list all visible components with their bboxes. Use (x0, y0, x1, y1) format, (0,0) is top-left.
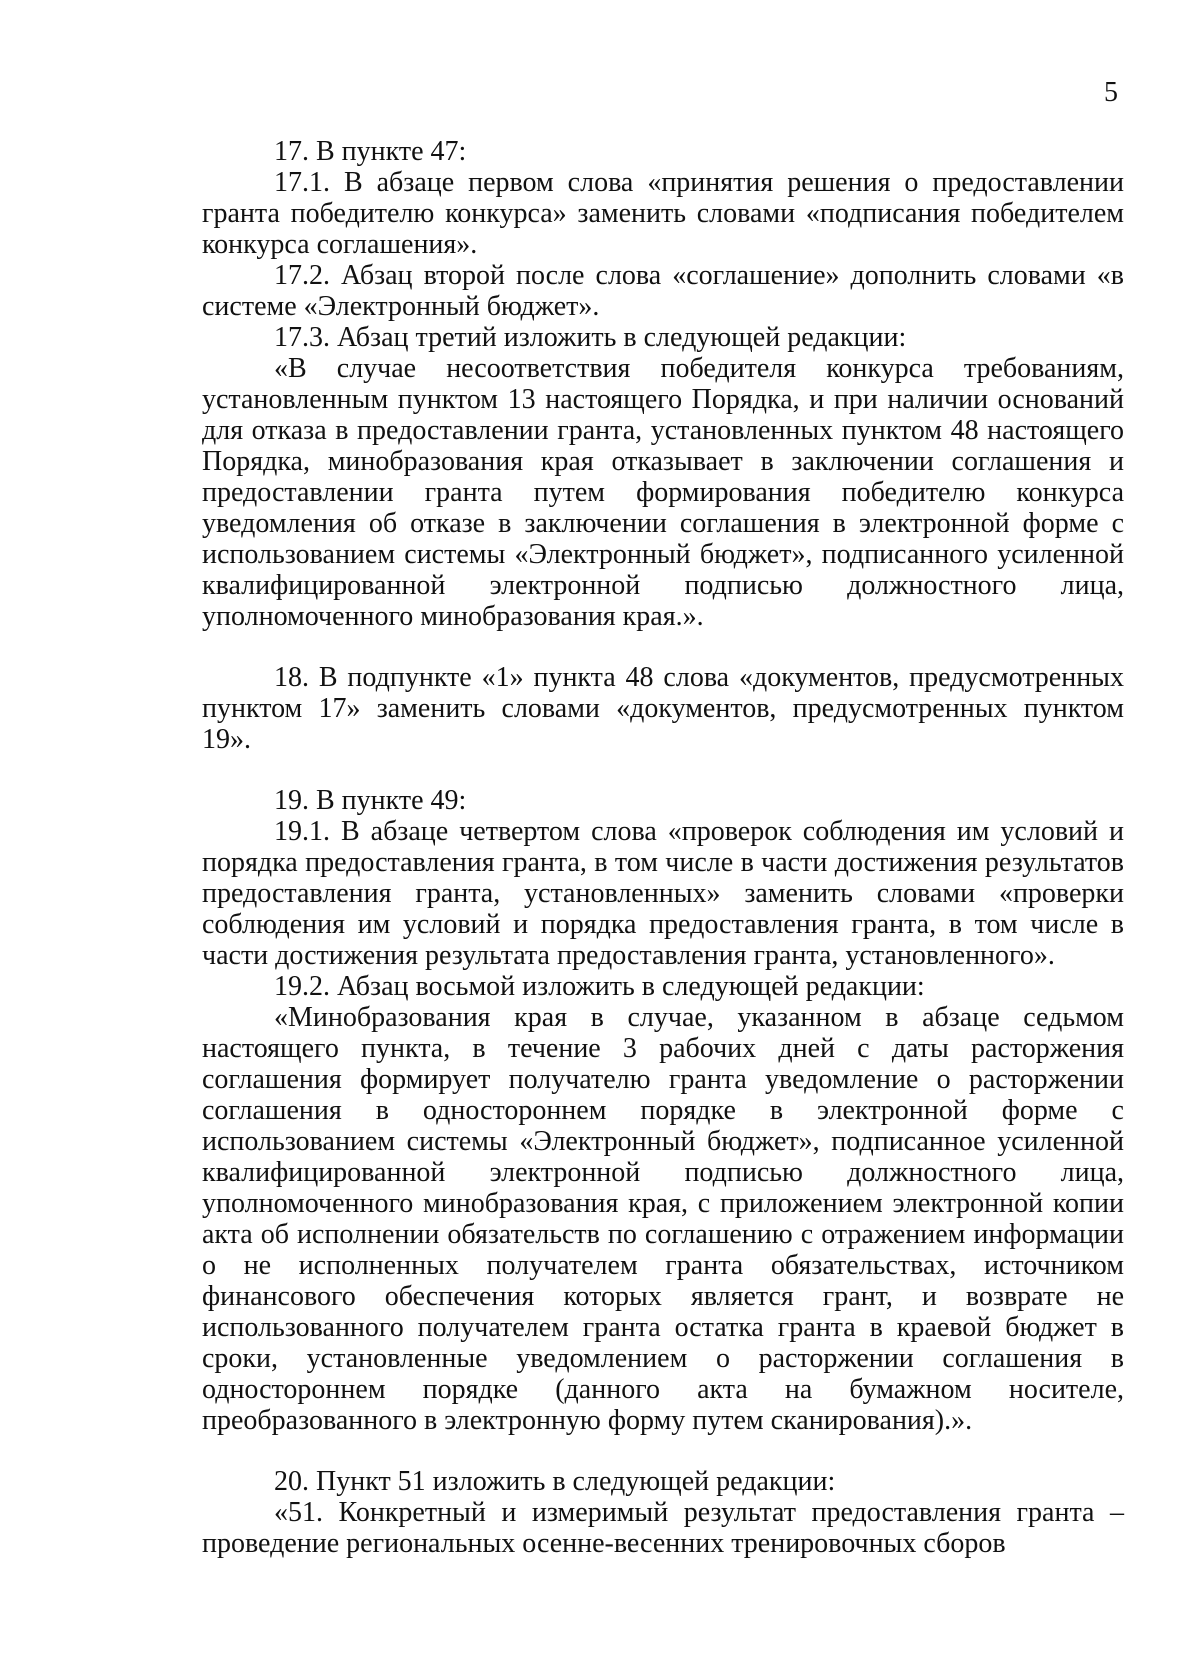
paragraph-18: 18. В подпункте «1» пункта 48 слова «документов, предусмотренных пунктом 17» заменить словами «документов, предусмотренных пунктом 19». (202, 662, 1124, 755)
paragraph-19-1: 19.1. В абзаце четвертом слова «проверок соблюдения им условий и порядка предоставления гранта, в том числе в части достижения результатов предоставления гранта, установленных» заменить словами «проверки соблюдения им условий и порядка предоставления гранта, в том числе в части достижения результата предоставления гранта, установленного». (202, 816, 1124, 971)
paragraph-19-2-quote: «Минобразования края в случае, указанном в абзаце седьмом настоящего пункта, в течение 3 рабочих дней с даты расторжения соглашения формирует получателю гранта уведомление о расторжении соглашения в одностороннем порядке в электронной форме с использованием системы «Электронный бюджет», подписанное усиленной квалифицированной электронной подписью должностного лица, уполномоченного минобразования края, с приложением электронной копии акта об исполнении обязательств по соглашению с отражением информации о не исполненных получателем гранта обязательствах, источником финансового обеспечения которых является грант, и возврате не использованного получателем гранта остатка гранта в краевой бюджет в сроки, установленные уведомлением о расторжении соглашения в одностороннем порядке (данного акта на бумажном носителе, преобразованного в электронную форму путем сканирования).». (202, 1002, 1124, 1436)
paragraph-17-1: 17.1. В абзаце первом слова «принятия решения о предоставлении гранта победителю конкурса» заменить словами «подписания победителем конкурса соглашения». (202, 167, 1124, 260)
paragraph-19: 19. В пункте 49: (274, 785, 467, 816)
paragraph-20-quote: «51. Конкретный и измеримый результат предоставления гранта – проведение региональных осенне-весенних тренировочных сборов (202, 1497, 1124, 1559)
paragraph-20: 20. Пункт 51 изложить в следующей редакции: (274, 1466, 836, 1497)
paragraph-19-2: 19.2. Абзац восьмой изложить в следующей редакции: (274, 971, 925, 1002)
paragraph-17-3-quote: «В случае несоответствия победителя конкурса требованиям, установленным пунктом 13 настоящего Порядка, и при наличии оснований для отказа в предоставлении гранта, установленных пунктом 48 настоящего Порядка, минобразования края отказывает в заключении соглашения и предоставлении гранта путем формирования победителю конкурса уведомления об отказе в заключении соглашения в электронной форме с использованием системы «Электронный бюджет», подписанного усиленной квалифицированной электронной подписью должностного лица, уполномоченного минобразования края.». (202, 353, 1124, 632)
document-body (202, 136, 1124, 1559)
paragraph-17-2: 17.2. Абзац второй после слова «соглашение» дополнить словами «в системе «Электронный бюджет». (202, 260, 1124, 322)
paragraph-17: 17. В пункте 47: (274, 136, 467, 167)
page-number: 5 (1104, 77, 1118, 108)
paragraph-17-3: 17.3. Абзац третий изложить в следующей редакции: (274, 322, 907, 353)
